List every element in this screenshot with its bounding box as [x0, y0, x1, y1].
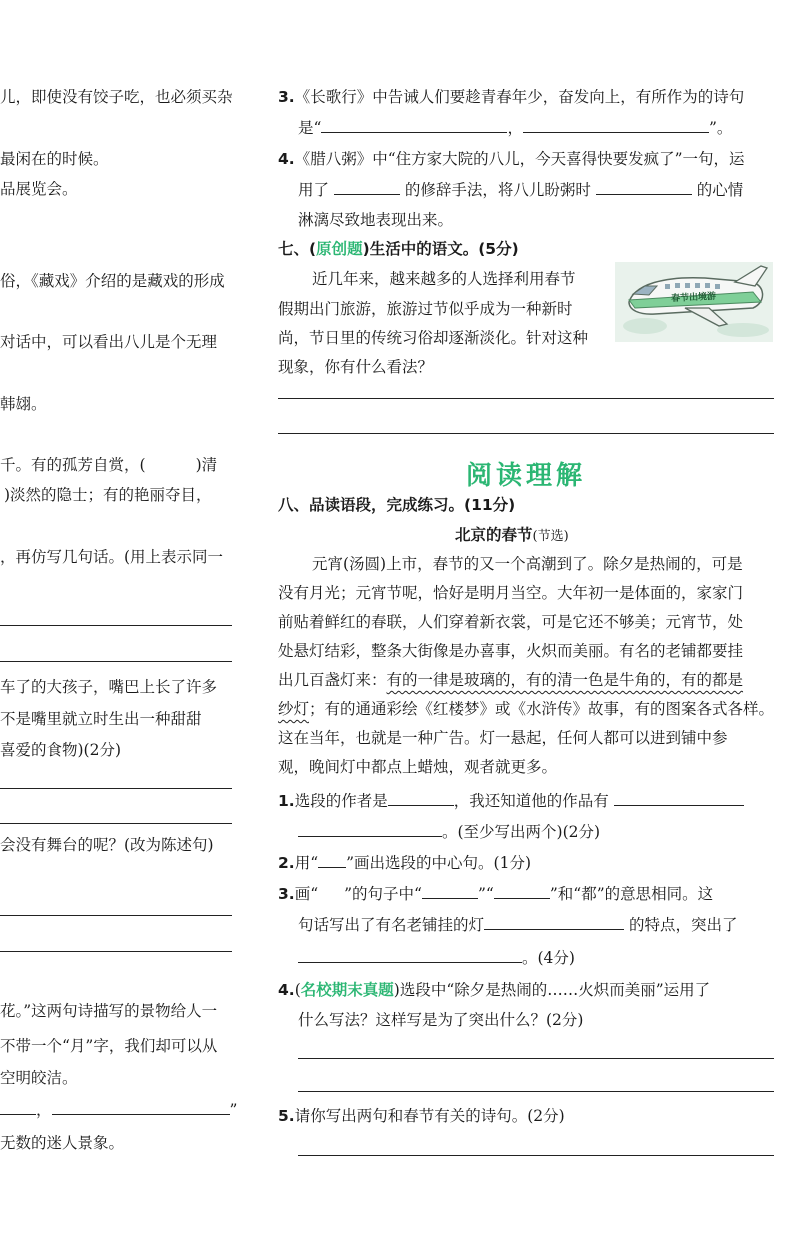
left-answer-line-6[interactable] — [0, 951, 232, 952]
section-8-heading: 八、品读语段，完成练习。(11分) — [278, 496, 516, 514]
ex3-blank-3[interactable] — [484, 915, 624, 930]
ex1-blank-works-1[interactable] — [614, 791, 744, 806]
left-line-7 — [0, 454, 217, 476]
left-blank-2[interactable] — [52, 1100, 230, 1115]
exercise-4: 4.(名校期末真题)选段中“除夕是热闹的……火炽而美丽”运用了 — [278, 981, 711, 999]
passage-line-4: 处悬灯结彩，整条大街像是办喜事，火炽而美丽。有名的老铺都要挂 — [278, 642, 744, 660]
exercise-5: 5.请你写出两句和春节有关的诗句。(2分) — [278, 1107, 565, 1125]
left-answer-line-5[interactable] — [0, 915, 232, 916]
section-7-heading: 七、(原创题)生活中的语文。(5分) — [278, 240, 519, 258]
exercise-4-line-2: 什么写法？这样写是为了突出什么？(2分) — [298, 1011, 584, 1029]
question-4-line-3: 淋漓尽致地表现出来。 — [298, 211, 454, 229]
section-7-para-2: 假期出门旅游，旅游过节似乎成为一种新时 — [278, 300, 573, 318]
exercise-3: 3.画“ ”的句子中“ ”“ ”和“都”的意思相同。这 — [278, 885, 714, 903]
passage-line-2: 没有月光；元宵节呢，恰好是明月当空。大年初一是体面的，家家门 — [278, 584, 744, 602]
reading-title: 阅读理解 — [466, 461, 587, 491]
left-answer-line-4[interactable] — [0, 823, 232, 824]
left-line-1: 儿，即使没有饺子吃，也必须买杂 — [0, 88, 233, 106]
left-line-8: )淡然的隐士；有的艳丽夺目， — [4, 486, 212, 504]
left-line-13: 会没有舞台的呢？(改为陈述句) — [0, 836, 214, 854]
left-line-2: 最闲在的时候。 — [0, 150, 109, 168]
left-line-3: 品展览会。 — [0, 180, 78, 198]
q3-blank-1[interactable] — [321, 118, 507, 133]
ex3-blank-1[interactable] — [422, 884, 478, 899]
section-7-answer-line-2[interactable] — [278, 433, 774, 434]
left-line-15: 不带一个“月”字，我们却可以从 — [0, 1037, 218, 1055]
wavy-underlined-sentence: 有的一律是玻璃的，有的清一色是牛角的，有的都是 — [386, 671, 744, 689]
ex1-blank-author[interactable] — [388, 791, 454, 806]
straight-line-mark — [318, 853, 346, 868]
left-line-11: 不是嘴里就立时生出一种甜甜 — [0, 710, 202, 728]
section-7-para-3: 尚，节日里的传统习俗却逐渐淡化。针对这种 — [278, 329, 589, 347]
left-answer-line-3[interactable] — [0, 788, 232, 789]
exercise-1-line-2: 。(至少写出两个)(2分) — [298, 821, 600, 843]
ex5-answer-line-1[interactable] — [298, 1155, 774, 1156]
left-blank-1[interactable] — [0, 1100, 36, 1115]
ex4-answer-line-1[interactable] — [298, 1058, 774, 1059]
passage-line-3: 前贴着鲜红的春联，人们穿着新衣裳，可是它还不够美；元宵节，处 — [278, 613, 744, 631]
left-line-5: 对话中，可以看出八儿是个无理 — [0, 333, 218, 351]
question-4-line-2: 用了 的修辞手法，将八儿盼粥时 的心情 — [298, 181, 744, 199]
left-line-4: 俗，《藏戏》介绍的是藏戏的形成 — [0, 272, 225, 290]
left-answer-line-2[interactable] — [0, 661, 232, 662]
airplane-illustration — [615, 262, 773, 342]
question-3: 3.《长歌行》中告诫人们要趁青春年少，奋发向上，有所作为的诗句 — [278, 88, 745, 106]
left-line-9: ，再仿写几句话。(用上表示同一 — [0, 548, 224, 566]
exercise-2: 2.用“ ”画出选段的中心句。(1分) — [278, 854, 532, 872]
left-line-7a: 千。有的孤芳自赏，( — [0, 456, 146, 474]
exercise-3-line-3: 。(4分) — [298, 947, 575, 969]
left-line-6: 韩翃。 — [0, 395, 47, 413]
left-line-7b: )清 — [195, 456, 218, 474]
exercise-1: 1.选段的作者是 ，我还知道他的作品有 — [278, 790, 744, 812]
q3-blank-2[interactable] — [523, 118, 709, 133]
ex3-blank-2[interactable] — [494, 884, 550, 899]
ex3-blank-4[interactable] — [298, 948, 522, 963]
left-line-17: ， ” — [0, 1099, 237, 1121]
passage-line-8: 观，晚间灯中都点上蜡烛，观者就更多。 — [278, 758, 558, 776]
original-tag: 原创题 — [316, 240, 363, 258]
exam-tag: 名校期末真题 — [300, 981, 394, 999]
section-7-para-4: 现象，你有什么看法？ — [278, 358, 434, 376]
passage-title: 北京的春节(节选) — [455, 526, 569, 544]
passage-line-1: 元宵(汤圆)上市，春节的又一个高潮到了。除夕是热闹的，可是 — [312, 555, 743, 573]
question-4: 4.《腊八粥》中“住方家大院的八儿，今天喜得快要发疯了”一句，运 — [278, 150, 745, 168]
left-answer-line-1[interactable] — [0, 625, 232, 626]
passage-line-7: 这在当年，也就是一种广告。灯一悬起，任何人都可以进到铺中参 — [278, 729, 728, 747]
q4-blank-2[interactable] — [596, 180, 692, 195]
exercise-3-line-2: 句话写出了有名老铺挂的灯 的特点，突出了 — [298, 916, 738, 934]
question-3-answer: 是“ ， ”。 — [298, 119, 733, 137]
plane-label: 春节出境游 — [670, 291, 717, 305]
passage-line-5: 出几百盏灯来：有的一律是玻璃的，有的清一色是牛角的，有的都是 — [278, 671, 744, 689]
section-7-para-1: 近几年来，越来越多的人选择利用春节 — [312, 270, 576, 288]
wavy-line-mark — [318, 883, 344, 905]
left-line-14: 花。”这两句诗描写的景物给人一 — [0, 1002, 218, 1020]
left-line-16: 空明皎洁。 — [0, 1069, 78, 1087]
ex4-answer-line-2[interactable] — [298, 1091, 774, 1092]
q4-blank-1[interactable] — [334, 180, 400, 195]
left-line-10: 车了的大孩子，嘴巴上长了许多 — [0, 678, 218, 696]
passage-line-6: 纱灯；有的通通彩绘《红楼梦》或《水浒传》故事，有的图案各式各样。 — [278, 700, 775, 718]
ex1-blank-works-2[interactable] — [298, 822, 442, 837]
left-line-18: 无数的迷人景象。 — [0, 1134, 125, 1152]
section-7-answer-line-1[interactable] — [278, 398, 774, 399]
left-line-12: 喜爱的食物)(2分) — [0, 741, 122, 759]
